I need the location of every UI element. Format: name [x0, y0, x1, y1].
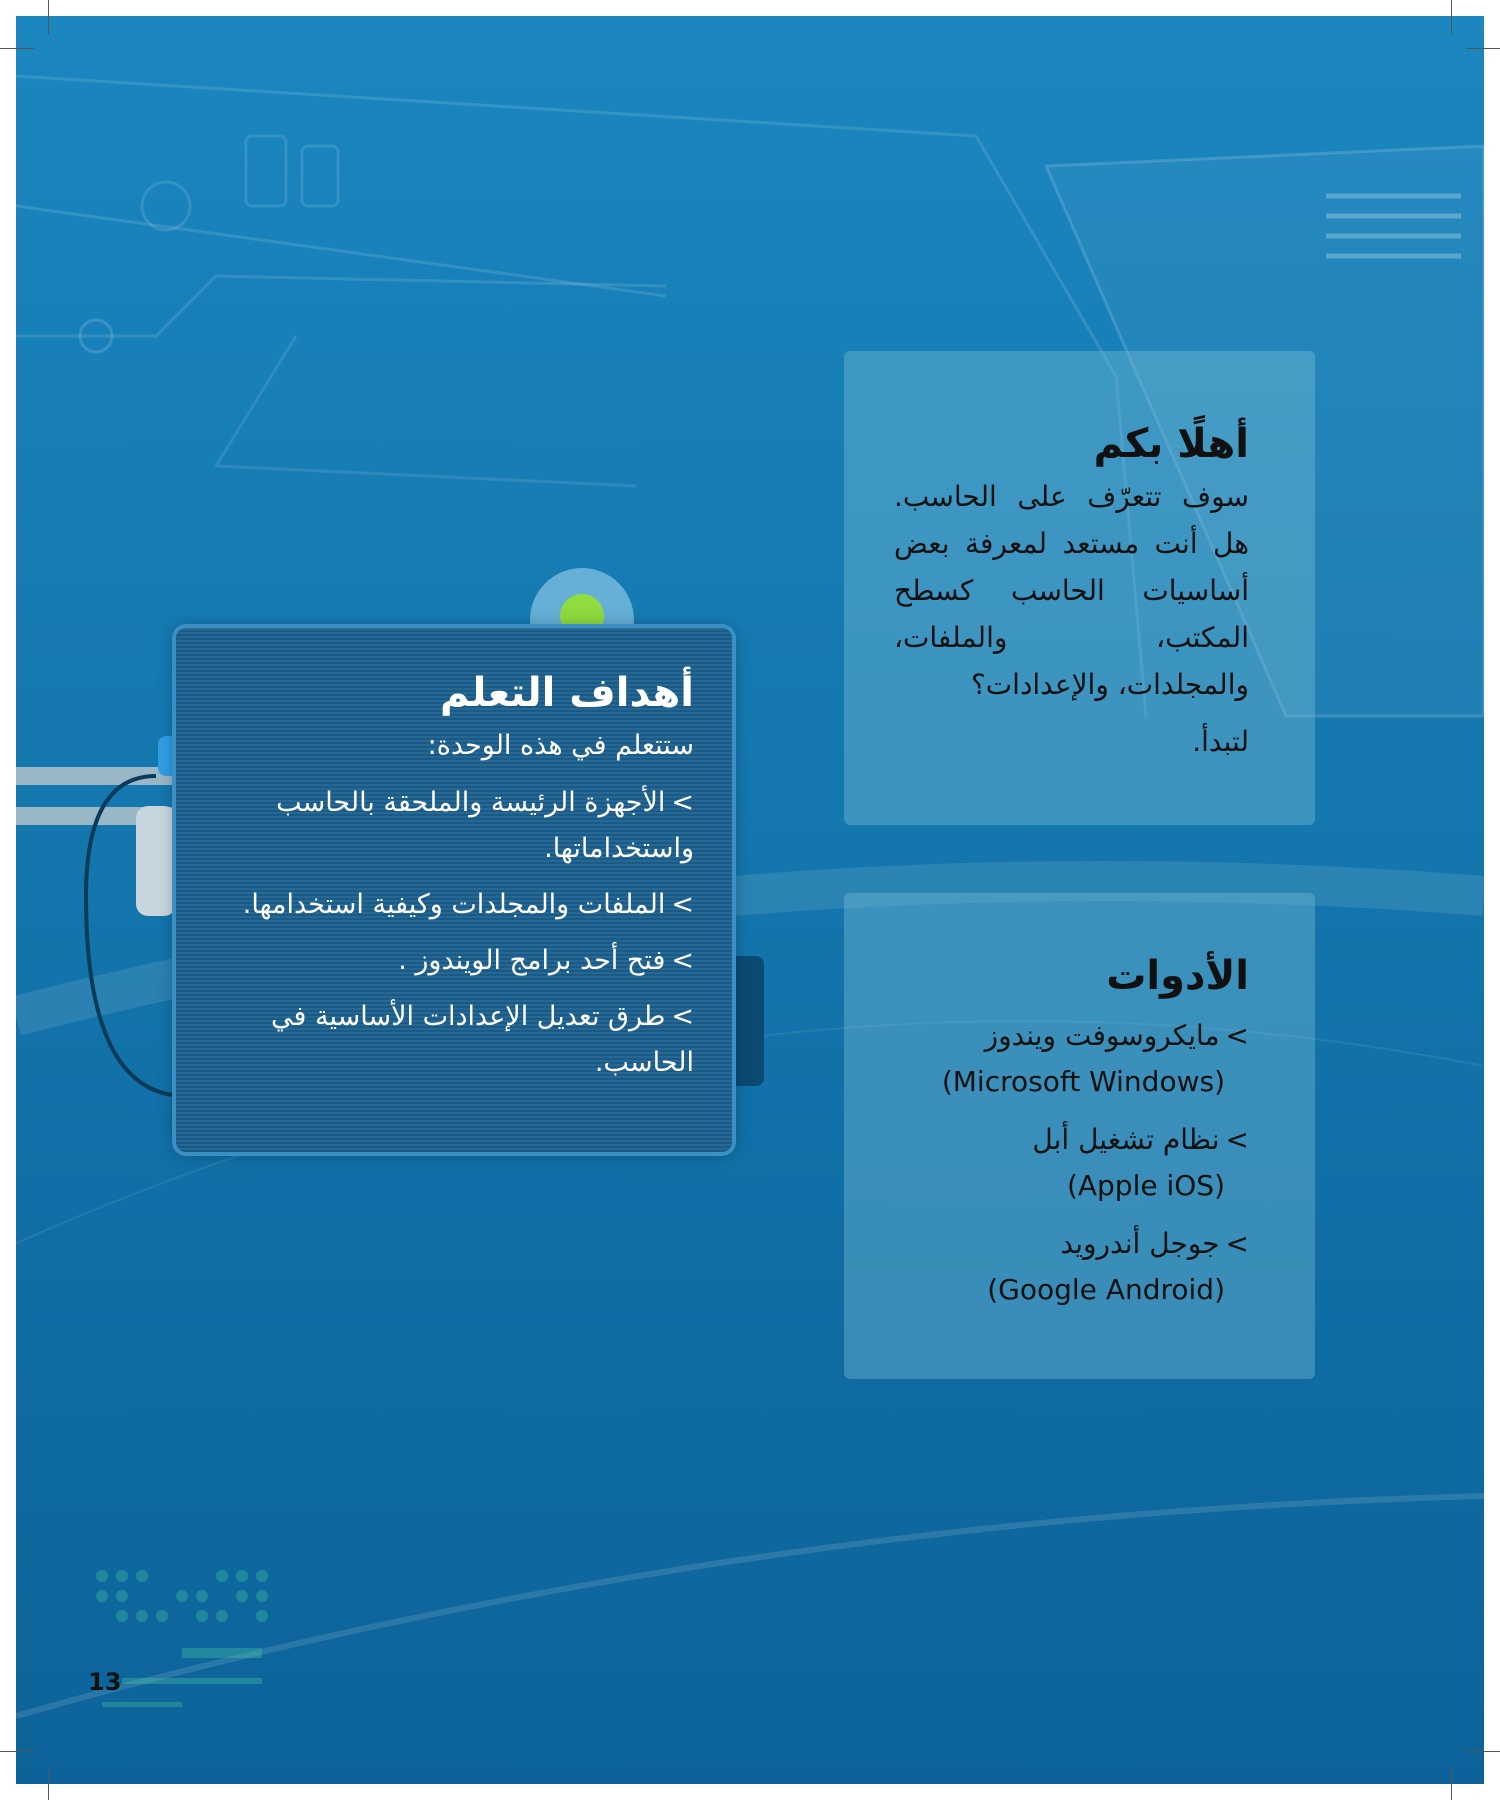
- tools-panel: [844, 893, 1315, 1379]
- objective-item: >فتح أحد برامج الويندوز .: [216, 938, 694, 984]
- tool-item: >مايكروسوفت ويندوز (Microsoft Windows): [894, 1013, 1249, 1105]
- welcome-body: سوف تتعرّف على الحاسب. هل أنت مستعد لمعرفة بعض أساسيات الحاسب كسطح المكتب، والملفات، والمجلدات، والإعدادات؟: [894, 480, 1249, 701]
- crop-mark: [1466, 48, 1500, 49]
- objectives-title: أهداف التعلم: [440, 670, 694, 716]
- welcome-closing: لتبدأ.: [1192, 725, 1249, 758]
- bullet: >: [1225, 1227, 1249, 1260]
- bullet: >: [1225, 1019, 1249, 1052]
- objective-item: >طرق تعديل الإعدادات الأساسية في الحاسب.: [216, 994, 694, 1086]
- welcome-title: أهلًا بكم: [1093, 421, 1249, 467]
- bullet: >: [671, 787, 694, 818]
- objective-item: >الأجهزة الرئيسة والملحقة بالحاسب واستخداماتها.: [216, 780, 694, 872]
- learning-objectives-panel: [176, 628, 732, 1152]
- crop-mark: [0, 48, 34, 49]
- welcome-panel: [844, 351, 1315, 825]
- crop-mark: [1466, 1751, 1500, 1752]
- page-number: 13: [88, 1668, 122, 1696]
- crop-mark: [1451, 1766, 1452, 1800]
- bullet: >: [671, 889, 694, 920]
- crop-mark: [1451, 0, 1452, 34]
- ministry-logo-watermark: [82, 1556, 272, 1726]
- bullet: >: [671, 945, 694, 976]
- crop-mark: [0, 1751, 34, 1752]
- crop-mark: [48, 0, 49, 34]
- tools-title: الأدوات: [1106, 953, 1249, 999]
- bullet: >: [671, 1001, 694, 1032]
- objectives-intro: ستتعلم في هذه الوحدة:: [427, 730, 694, 761]
- bullet: >: [1225, 1123, 1249, 1156]
- tool-item: >جوجل أندرويد (Google Android): [894, 1221, 1249, 1313]
- crop-mark: [48, 1766, 49, 1800]
- tool-item: >نظام تشغيل أبل (Apple iOS): [894, 1117, 1249, 1209]
- objective-item: >الملفات والمجلدات وكيفية استخدامها.: [216, 882, 694, 928]
